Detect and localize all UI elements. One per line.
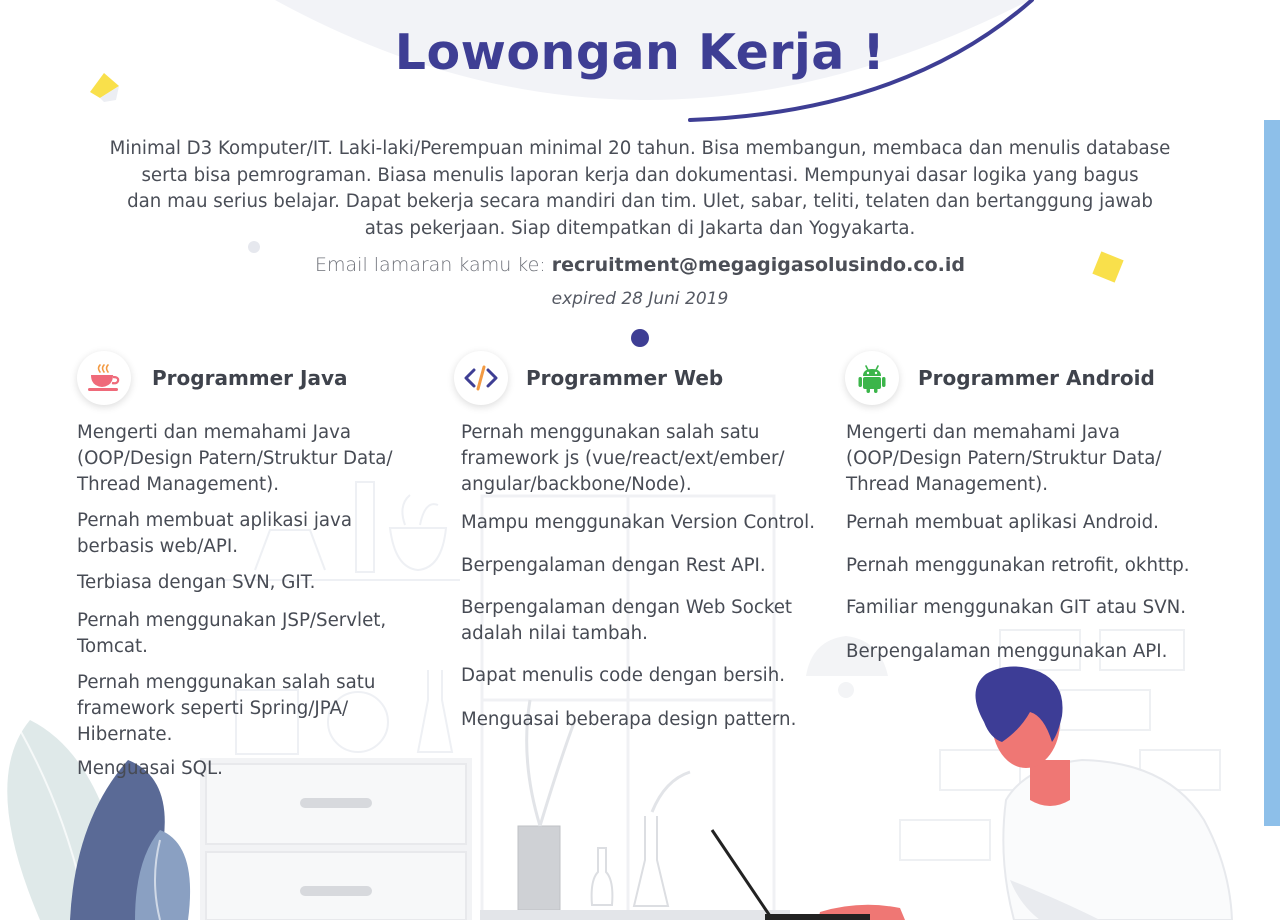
requirement-item: Berpengalaman dengan Rest API. [461, 555, 766, 576]
job-title-web: Programmer Web [526, 366, 724, 390]
job-header-web [454, 351, 723, 405]
expiry-date: expired 28 Juni 2019 [551, 289, 729, 309]
requirement-item: Menguasai SQL. [77, 758, 223, 779]
job-title-java: Programmer Java [152, 366, 348, 390]
requirement-item: Berpengalaman dengan Web Socket adalah nilai tambah. [461, 597, 793, 644]
requirements-android [846, 420, 1226, 665]
requirement-item: Pernah membuat aplikasi Android. [846, 512, 1159, 533]
dot-accent [631, 329, 649, 347]
requirement-item: Menguasai beberapa design pattern. [461, 709, 797, 730]
requirement-item: Pernah menggunakan salah satu framework js (vue/react/ext/ember/ angular/backbone/Node). [461, 422, 785, 495]
android-icon [845, 351, 899, 405]
side-bar [1264, 120, 1280, 826]
laptop-base [765, 914, 870, 920]
requirements-web [461, 420, 831, 733]
requirement-item: Mengerti dan memahami Java (OOP/Design Patern/Struktur Data/ Thread Management). [846, 422, 1162, 495]
job-header-java [77, 351, 347, 405]
requirement-item: Mengerti dan memahami Java (OOP/Design Patern/Struktur Data/ Thread Management). [77, 422, 393, 495]
requirement-item: Pernah menggunakan salah satu framework seperti Spring/JPA/ Hibernate. [77, 672, 376, 745]
requirements-java [77, 420, 407, 782]
requirement-item: Dapat menulis code dengan bersih. [461, 665, 786, 686]
requirement-item: Pernah menggunakan JSP/Servlet, Tomcat. [77, 610, 387, 657]
email-link[interactable]: recruitment@megagigasolusindo.co.id [551, 254, 965, 276]
requirement-item: Pernah membuat aplikasi java berbasis web/API. [77, 510, 352, 557]
requirement-item: Mampu menggunakan Version Control. [461, 512, 815, 533]
job-title-android: Programmer Android [918, 366, 1155, 390]
intro-line: serta bisa pemrograman. Biasa menulis laporan kerja dan dokumentasi. Mempunyai dasar logika yang bagus [141, 164, 1139, 186]
coffee-cup-icon [77, 351, 131, 405]
job-header-android [845, 351, 1155, 405]
intro-line: Minimal D3 Komputer/IT. Laki-laki/Perempuan minimal 20 tahun. Bisa membangun, membaca dan menulis database [109, 138, 1171, 159]
person-neck [1030, 760, 1070, 806]
requirement-item: Pernah menggunakan retrofit, okhttp. [846, 555, 1190, 576]
email-label: Email lamaran kamu ke: [315, 254, 546, 276]
dot-grey [248, 241, 260, 253]
intro-text [80, 136, 1200, 242]
requirement-item: Terbiasa dengan SVN, GIT. [77, 572, 316, 593]
contact-line [0, 254, 1280, 276]
code-icon [454, 351, 508, 405]
page-title: Lowongan Kerja ! [394, 24, 886, 81]
laptop-screen [712, 830, 770, 916]
intro-line: dan mau serius belajar. Dapat bekerja secara mandiri dan tim. Ulet, sabar, teliti, telaten dan bertanggung jawab [127, 191, 1153, 212]
requirement-item: Familiar menggunakan GIT atau SVN. [846, 597, 1187, 618]
vase [518, 826, 560, 910]
intro-line: atas pekerjaan. Siap ditempatkan di Jakarta dan Yogyakarta. [364, 217, 916, 239]
requirement-item: Berpengalaman menggunakan API. [846, 641, 1168, 662]
